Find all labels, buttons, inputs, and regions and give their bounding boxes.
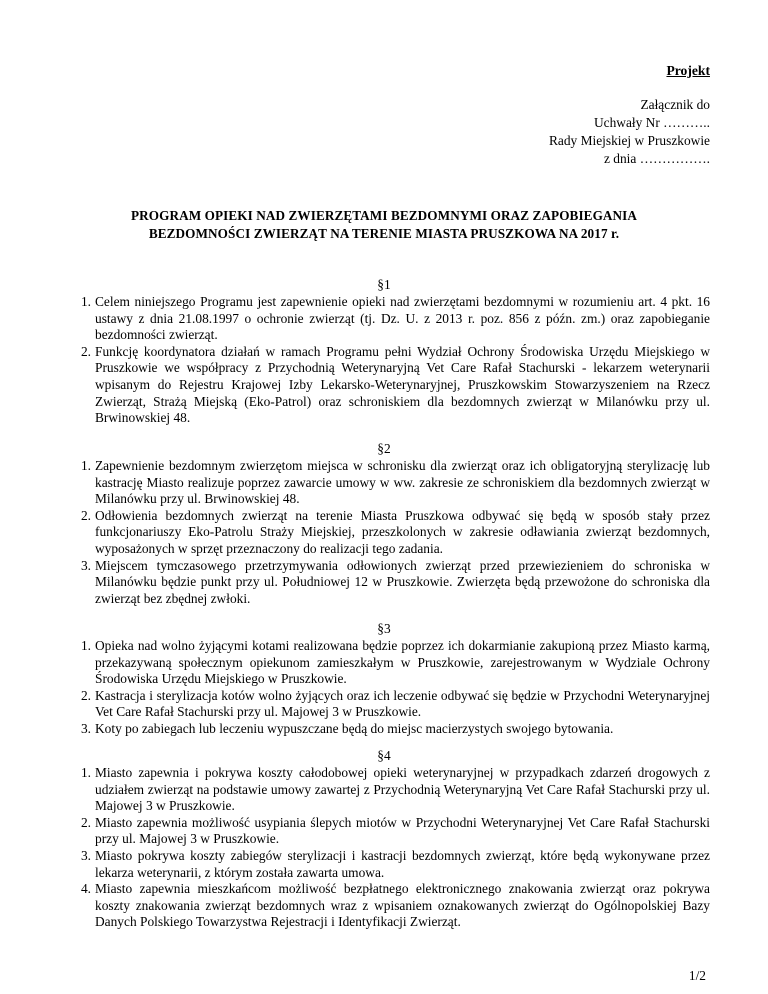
list-item [78,638,710,688]
item-number: 3. [80,720,91,736]
header-line: Załącznik do [640,97,710,112]
list-item [78,815,710,848]
list-item [78,344,710,427]
section-2-heading: §2 [377,441,391,456]
item-text: Koty po zabiegach lub leczeniu wypuszczane będą do miejsc macierzystych swojego bytowania. [95,720,614,736]
list-item [78,558,710,608]
item-text: Odłowienia bezdomnych zwierząt na terenie Miasta Pruszkowa odbywać się będą w sposób stały przez funkcjonariuszy Eko-Patrolu Straży Miejskiej, przeszkolonych w zakresie odławiania zwierząt bezdomnych, wyposażonych w sprzęt przeznaczony do realizacji tego zadania. [95,507,710,556]
list-item [78,848,710,881]
title-line-1: PROGRAM OPIEKI NAD ZWIERZĘTAMI BEZDOMNYMI ORAZ ZAPOBIEGANIA [130,208,638,223]
header-line: z dnia ……………. [604,151,710,166]
item-number: 1. [80,458,91,473]
section-3-heading: §3 [377,621,391,636]
item-number: 1. [80,294,91,309]
item-number: 1. [80,638,91,653]
page-number: 1/2 [688,968,706,983]
list-item [78,508,710,558]
item-text: Kastracja i sterylizacja kotów wolno żyjących oraz ich leczenie odbywać się będzie w Przychodni Weterynaryjnej Vet Care Rafał Stachurski przy ul. Majowej 3 w Pruszkowie. [95,687,710,720]
item-number: 3. [80,847,91,863]
section-1-list [78,294,710,427]
section-1-heading: §1 [377,277,391,292]
section-3-list [78,638,710,738]
item-number: 2. [80,343,91,359]
projekt-label: Projekt [666,63,710,78]
attachment-header [549,96,710,168]
item-text: Miejscem tymczasowego przetrzymywania odłowionych zwierząt przed przewiezieniem do schroniska w Milanówku będzie punkt przy ul. Południowej 12 w Pruszkowie. Zwierzęta będą przewożone do schroniska dla zwierząt bez zbędnej zwłoki. [95,557,710,606]
header-line: Uchwały Nr ……….. [593,115,710,130]
item-text: Miasto pokrywa koszty zabiegów sterylizacji i kastracji bezdomnych zwierząt, które będą wykonywane przez lekarza weterynarii, z którym została zawarta umowa. [95,847,710,880]
list-item [78,881,710,931]
item-text: Miasto zapewnia możliwość usypiania ślepych miotów w Przychodni Weterynaryjnej Vet Care Rafał Stachurski przy ul. Majowej 3 w Pruszkowie. [95,814,710,847]
item-text: Celem niniejszego Programu jest zapewnienie opieki nad zwierzętami bezdomnymi w rozumieniu art. 4 pkt. 16 ustawy z dnia 21.08.1997 o ochronie zwierząt (tj. Dz. U. z 2013 r. poz. 856 z późn. zm.) oraz zapobieganie bezdomności zwierząt. [95,294,710,343]
item-text: Miasto zapewnia mieszkańcom możliwość bezpłatnego elektronicznego znakowania zwierząt oraz pokrywa koszty znakowania zwierząt bezdomnych wraz z wpisaniem oznakowanych zwierząt do Ogólnopolskiej Bazy Danych Polskiego Towarzystwa Rejestracji i Identyfikacji Zwierząt. [95,881,710,930]
item-text: Opieka nad wolno żyjącymi kotami realizowana będzie poprzez ich dokarmianie zakupioną przez Miasto karmą, przekazywaną społecznym opiekunom zamieszkałym w Pruszkowie, zarejestrowanym w Wydziale Ochrony Środowiska Urzędu Miejskiego w Pruszkowie. [95,638,710,687]
item-number: 2. [80,814,91,830]
list-item [78,458,710,508]
list-item [78,721,710,738]
section-4-heading: §4 [377,748,391,763]
item-number: 2. [80,507,91,523]
item-text: Funkcję koordynatora działań w ramach Programu pełni Wydział Ochrony Środowiska Urzędu Miejskiego w Pruszkowie we współpracy z Przychodnią Weterynaryjną Vet Care Rafał Stachurski - lekarzem weterynarii wpisanym do Rejestru Krajowej Izby Lekarsko-Weterynaryjnej, Pruszkowskim Stowarzyszeniem na Rzecz Zwierząt, Strażą Miejską (Eko-Patrol) oraz schroniskiem dla bezdomnych zwierząt w Milanówku przy ul. Brwinowskiej 48. [95,343,710,426]
title-line-2: BEZDOMNOŚCI ZWIERZĄT NA TERENIE MIASTA PRUSZKOWA NA 2017 r. [148,226,620,241]
list-item [78,765,710,815]
item-number: 2. [80,687,91,703]
document-title [70,207,698,243]
section-2-list [78,458,710,607]
item-number: 4. [80,881,91,897]
item-text: Miasto zapewnia i pokrywa koszty całodobowej opieki weterynaryjnej w przypadkach zdarzeń drogowych z udziałem zwierząt na podstawie umowy zawartej z Przychodnią Weterynaryjną Vet Care Rafał Stachurski przy ul. Majowej 3 w Pruszkowie. [95,765,710,814]
header-line: Rady Miejskiej w Pruszkowie [548,133,710,148]
item-number: 1. [80,765,91,780]
item-text: Zapewnienie bezdomnym zwierzętom miejsca w schronisku dla zwierząt oraz ich obligatoryjną sterylizację lub kastrację Miasto realizuje poprzez zawarcie umowy w ww. zakresie ze schroniskiem dla bezdomnych zwierząt w Milanówku przy ul. Brwinowskiej 48. [95,458,710,507]
list-item [78,688,710,721]
list-item [78,294,710,344]
item-number: 3. [80,557,91,573]
section-4-list [78,765,710,931]
